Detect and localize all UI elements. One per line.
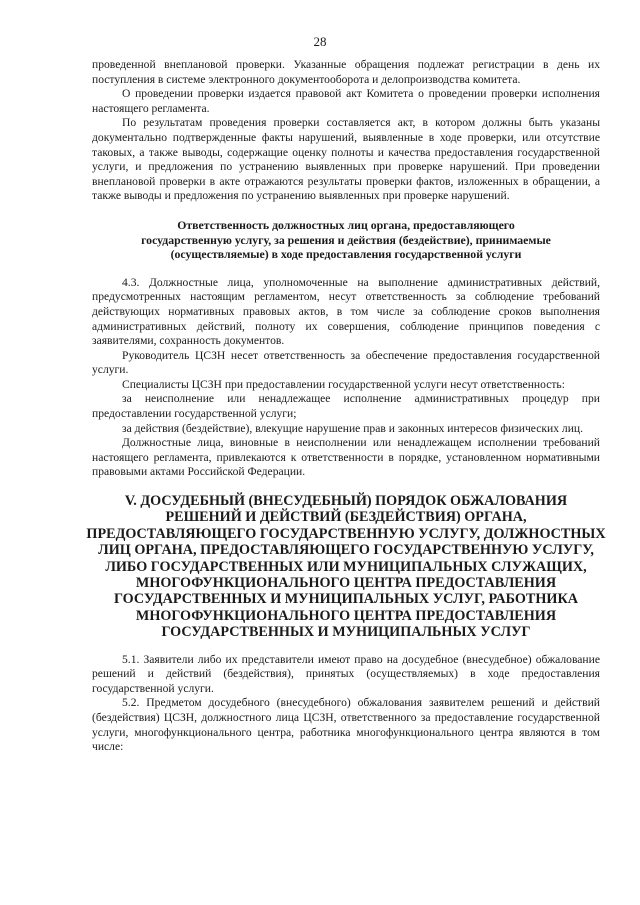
heading-responsibility: Ответственность должностных лиц органа, предоставляющего государственную услугу, за решения и действия (бездействие), принимаемые (осуществляемые) в ходе предоставления государственной услуги <box>141 217 551 262</box>
paragraph: за действия (бездействие), влекущие нарушение прав и законных интересов физических лиц. <box>122 421 584 435</box>
paragraph: О проведении проверки издается правовой акт Комитета о проведении проверки исполнения настоящего регламента. <box>92 87 600 115</box>
page-number: 28 <box>313 34 327 49</box>
section-v-title: V. ДОСУДЕБНЫЙ (ВНЕСУДЕБНЫЙ) ПОРЯДОК ОБЖАЛОВАНИЯ РЕШЕНИЙ И ДЕЙСТВИЙ (БЕЗДЕЙСТВИЯ) ОРГАНА, ПРЕДОСТАВЛЯЮЩЕГО ГОСУДАРСТВЕННУЮ УСЛУГУ, ДОЛЖНОСТНЫХ ЛИЦ ОРГАНА, ПРЕДОСТАВЛЯЮЩЕГО ГОСУДАРСТВЕННУЮ УСЛУГУ, ЛИБО ГОСУДАРСТВЕННЫХ ИЛИ МУНИЦИПАЛЬНЫХ СЛУЖАЩИХ, МНОГОФУНКЦИОНАЛЬНОГО ЦЕНТРА ПРЕДОСТАВЛЕНИЯ ГОСУДАРСТВЕННЫХ И МУНИЦИПАЛЬНЫХ УСЛУГ, РАБОТНИКА МНОГОФУНКЦИОНАЛЬНОГО ЦЕНТРА ПРЕДОСТАВЛЕНИЯ ГОСУДАРСТВЕННЫХ И МУНИЦИПАЛЬНЫХ УСЛУГ <box>86 493 606 641</box>
paragraphs-top <box>92 58 600 204</box>
paragraph: 5.1. Заявители либо их представители имеют право на досудебное (внесудебное) обжалование решений и действий (бездействия), принятых (осуществляемых) в ходе предоставления государственной услуги. <box>92 652 600 695</box>
paragraphs-bottom <box>92 653 600 755</box>
document-body <box>86 58 606 755</box>
paragraph: 4.3. Должностные лица, уполномоченные на выполнение административных действий, предусмотренных настоящим регламентом, несут ответственность за соблюдение требований действующих нормативных правовых актов, в том числе за соблюдение сроков выполнения административных действий, полноту их совершения, соблюдение принципов поведения с заявителями, сохранность документов. <box>92 275 600 348</box>
paragraph: Специалисты ЦСЗН при предоставлении государственной услуги несут ответственность: <box>122 377 565 391</box>
paragraph: По результатам проведения проверки составляется акт, в котором должны быть указаны документально подтвержденные факты нарушений, выявленные в ходе проверки, или отсутствие таковых, а также выводы, содержащие оценку полноты и качества предоставления государственной услуги, и предложения по устранению выявленных при проверке нарушений. При проведении внеплановой проверки в акте отражаются результаты проверки фактов, изложенных в обращении, а также выводы и предложения по устранению выявленных при проверке нарушений. <box>92 116 600 203</box>
paragraph: за неисполнение или ненадлежащее исполнение административных процедур при предоставлении государственной услуги; <box>92 392 600 421</box>
paragraph: Должностные лица, виновные в неисполнении или ненадлежащем исполнении требований настоящего регламента, привлекаются к ответственности в порядке, установленном нормативными правовыми актами Российской Федерации. <box>92 436 600 479</box>
paragraph: 5.2. Предметом досудебного (внесудебного) обжалования заявителем решений и действий (бездействия) ЦСЗН, должностного лица ЦСЗН, ответственного за предоставление государственной услуги, многофункционального центра, работника многофункционального центра являются в том числе: <box>92 696 600 754</box>
paragraph: проведенной внеплановой проверки. Указанные обращения подлежат регистрации в день их поступления в системе электронного документооборота и делопроизводства комитета. <box>92 58 600 86</box>
paragraphs-middle <box>92 276 600 480</box>
paragraph: Руководитель ЦСЗН несет ответственность за обеспечение предоставления государственной услуги. <box>92 348 600 377</box>
